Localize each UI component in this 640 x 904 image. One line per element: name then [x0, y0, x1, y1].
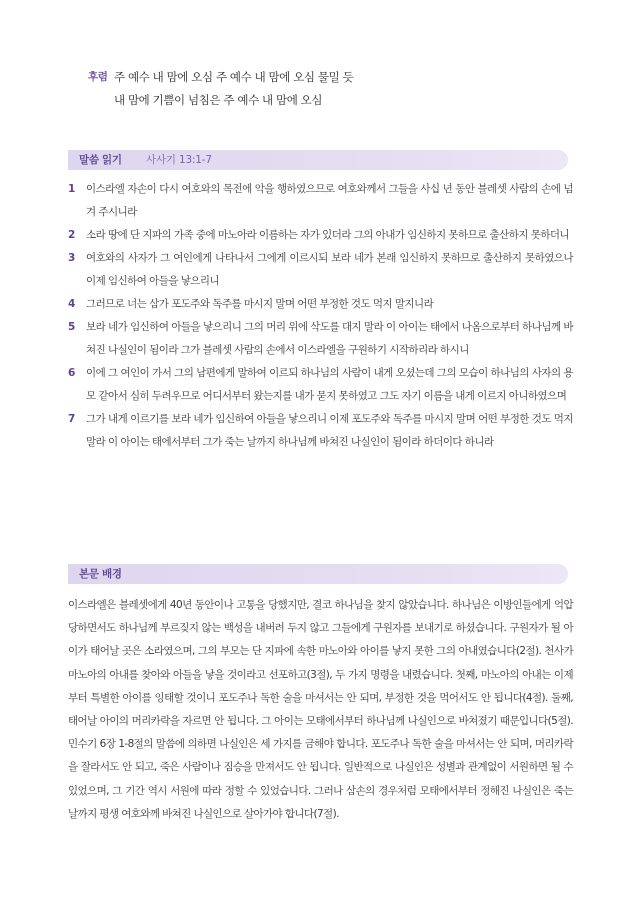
- verse-item: [68, 316, 573, 362]
- verse-item: [68, 224, 573, 247]
- reading-section-header: [68, 150, 568, 170]
- verse-number: 1: [68, 183, 75, 195]
- verse-number: 2: [68, 229, 75, 241]
- verse-text: 보라 네가 임신하여 아들을 낳으리니 그의 머리 위에 삭도를 대지 말라 이 아이는 태에서 나옴으로부터 하나님께 바쳐진 나실인이 됨이라 그가 블레셋 사람의 손에서 이스라엘을 구원하기 시작하리라 하시니: [86, 321, 573, 356]
- scripture-reference: 사사기 13:1-7: [146, 154, 212, 166]
- background-paragraph: 이스라엘은 블레셋에게 40년 동안이나 고통을 당했지만, 결코 하나님을 찾지 않았습니다. 하나님은 이방인들에게 억압당하면서도 하나님께 부르짖지 않는 백성을 내버려 두지 않고 그들에게 구원자를 보내기로 하셨습니다. 구원자가 될 아이가 태어날 곳은 소라였으며, 그의 부모는 단 지파에 속한 마노아와 아이를 낳지 못한 그의 아내였습니다(2절). 천사가 마노아의 아내를 찾아와 아들을 낳을 것이라고 선포하고(3절), 두 가지 명령을 내렸습니다. 첫째, 마노아의 아내는 이제부터 특별한 아이를 잉태할 것이니 포도주나 독한 술을 마셔서는 안 되며, 부정한 것을 먹어서도 안 됩니다(4절). 둘째, 태어날 아이의 머리카락을 자르면 안 됩니다. 그 아이는 모태에서부터 하나님께 나실인으로 바쳐졌기 때문입니다(5절). 민수기 6장 1-8절의 말씀에 의하면 나실인은 세 가지를 금해야 합니다. 포도주나 독한 술을 마셔서는 안 되며, 머리카락을 잘라서도 안 되고, 죽은 사람이나 짐승을 만져서도 안 됩니다. 일반적으로 나실인은 성별과 관계없이 서원하면 될 수 있었으며, 그 기간 역시 서원에 따라 정할 수 있었습니다. 그러나 삼손의 경우처럼 모태에서부터 정해진 나실인은 죽는 날까지 평생 여호와께 바쳐진 나실인으로 살아가야 합니다(7절).: [68, 599, 573, 820]
- refrain-line-text: 주 예수 내 맘에 오심 주 예수 내 맘에 오심 물밀 듯: [114, 70, 354, 84]
- verse-number: 5: [68, 321, 75, 333]
- verse-list: [68, 178, 573, 454]
- verse-number: 3: [68, 252, 75, 264]
- verse-text: 이에 그 여인이 가서 그의 남편에게 말하여 이르되 하나님의 사람이 내게 오셨는데 그의 모습이 하나님의 사자의 용모 같아서 심히 두려우므로 어디서부터 왔는지를 내가 묻지 못하였고 그도 자기 이름을 내게 이르지 아니하였으며: [86, 367, 573, 402]
- verse-text: 여호와의 사자가 그 여인에게 나타나서 그에게 이르시되 보라 네가 본래 임신하지 못하므로 출산하지 못하였으나 이제 임신하여 아들을 낳으리니: [86, 252, 573, 287]
- verse-text: 그가 내게 이르기를 보라 네가 임신하여 아들을 낳으리니 이제 포도주와 독주를 마시지 말며 어떤 부정한 것도 먹지 말라 이 아이는 태에서부터 그가 죽는 날까지 하나님께 바쳐진 나실인이 됨이라 하더이다 하니라: [86, 413, 573, 448]
- verse-text: 소라 땅에 단 지파의 가족 중에 마노아라 이름하는 자가 있더라 그의 아내가 임신하지 못하므로 출산하지 못하더니: [86, 229, 570, 241]
- refrain-line: [88, 89, 588, 112]
- verse-number: 4: [68, 298, 75, 310]
- verse-item: [68, 178, 573, 224]
- verse-number: 7: [68, 413, 75, 425]
- background-section-title: 본문 배경: [79, 568, 122, 580]
- refrain-label-spacer: [88, 89, 114, 112]
- verse-item: [68, 408, 573, 454]
- verse-number: 6: [68, 367, 75, 379]
- refrain-label: 후렴: [88, 71, 108, 83]
- verse-item: [68, 362, 573, 408]
- refrain-line: [88, 66, 588, 89]
- refrain-line-text: 내 맘에 기쁨이 넘침은 주 예수 내 맘에 오심: [114, 93, 323, 107]
- verse-text: 이스라엘 자손이 다시 여호와의 목전에 악을 행하였으므로 여호와께서 그들을 사십 년 동안 블레셋 사람의 손에 넘겨 주시니라: [86, 183, 573, 218]
- reading-section-title: 말씀 읽기: [79, 154, 122, 166]
- verse-item: [68, 293, 573, 316]
- background-section-header: [68, 564, 568, 584]
- verse-text: 그러므로 너는 삼가 포도주와 독주를 마시지 말며 어떤 부정한 것도 먹지 말지니라: [86, 298, 434, 310]
- verse-item: [68, 247, 573, 293]
- refrain-block: [88, 66, 588, 112]
